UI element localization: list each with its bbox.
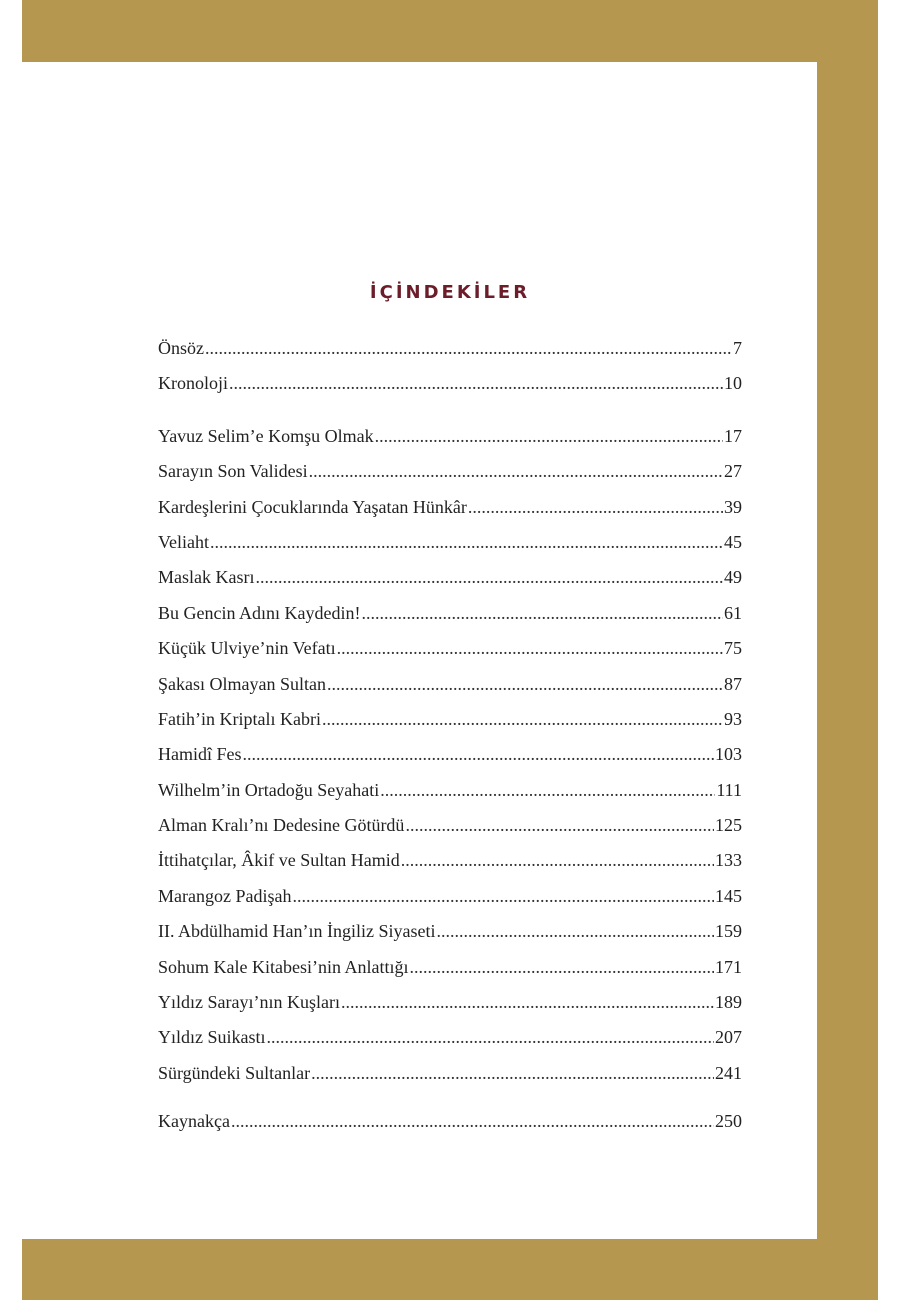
- top-border-band: [22, 0, 878, 62]
- toc-entry-page: 250: [715, 1111, 742, 1132]
- dot-leader: [361, 603, 723, 624]
- toc-entry-label: Kardeşlerini Çocuklarında Yaşatan Hünkâr: [158, 496, 467, 517]
- toc-entry[interactable]: [158, 638, 742, 673]
- toc-entry-label: İttihatçılar, Âkif ve Sultan Hamid: [158, 850, 400, 871]
- toc-entry[interactable]: [158, 744, 742, 779]
- toc-entry-page: 27: [724, 461, 742, 482]
- toc-entry[interactable]: [158, 957, 742, 992]
- dot-leader: [337, 638, 723, 659]
- dot-leader: [229, 373, 723, 394]
- dot-leader: [311, 1063, 714, 1084]
- table-of-contents: [158, 338, 742, 1147]
- toc-entry-label: Kaynakça: [158, 1111, 230, 1132]
- toc-entry-label: Bu Gencin Adını Kaydedin!: [158, 602, 361, 623]
- toc-entry-page: 111: [716, 779, 742, 800]
- bottom-border-band: [22, 1239, 878, 1300]
- dot-leader: [436, 921, 714, 942]
- toc-entry-label: Küçük Ulviye’nin Vefatı: [158, 638, 336, 659]
- toc-entry[interactable]: [158, 338, 742, 373]
- toc-entry-label: Sarayın Son Validesi: [158, 461, 308, 482]
- toc-entry[interactable]: [158, 1027, 742, 1062]
- toc-entry-page: 75: [724, 638, 742, 659]
- toc-entry-page: 145: [715, 885, 742, 906]
- dot-leader: [327, 674, 723, 695]
- toc-entry-page: 49: [724, 567, 742, 588]
- toc-entry[interactable]: [158, 921, 742, 956]
- dot-leader: [322, 709, 723, 730]
- toc-entry-label: Sürgündeki Sultanlar: [158, 1062, 311, 1083]
- toc-entry-page: 17: [724, 425, 742, 446]
- dot-leader: [267, 1027, 715, 1048]
- toc-entry-page: 10: [724, 373, 742, 394]
- toc-entry[interactable]: [158, 992, 742, 1027]
- toc-entry[interactable]: [158, 567, 742, 602]
- toc-entry[interactable]: [158, 815, 742, 850]
- toc-entry-label: Yıldız Suikastı: [158, 1027, 266, 1048]
- toc-entry-label: Alman Kralı’nı Dedesine Götürdü: [158, 815, 405, 836]
- toc-entry-page: 7: [733, 338, 742, 358]
- toc-entry[interactable]: [158, 497, 742, 532]
- toc-entry[interactable]: [158, 886, 742, 921]
- toc-entry[interactable]: [158, 780, 742, 815]
- toc-entry-page: 241: [715, 1062, 742, 1083]
- toc-entry-page: 133: [715, 850, 742, 871]
- toc-heading: İÇİNDEKİLER: [369, 282, 531, 303]
- toc-entry[interactable]: [158, 461, 742, 496]
- dot-leader: [292, 886, 714, 907]
- dot-leader: [243, 744, 715, 765]
- toc-entry-label: Sohum Kale Kitabesi’nin Anlattığı: [158, 956, 409, 977]
- toc-entry[interactable]: [158, 373, 742, 408]
- toc-entry[interactable]: [158, 603, 742, 638]
- dot-leader: [375, 426, 723, 447]
- toc-entry-page: 87: [724, 673, 742, 694]
- toc-entry[interactable]: [158, 1063, 742, 1098]
- toc-entry-page: 125: [715, 815, 742, 836]
- toc-entry-page: 207: [715, 1027, 742, 1048]
- toc-entry-page: 159: [715, 921, 742, 942]
- toc-entry-page: 171: [715, 956, 742, 977]
- toc-entry[interactable]: [158, 1111, 742, 1146]
- dot-leader: [405, 815, 714, 836]
- dot-leader: [341, 992, 714, 1013]
- toc-entry-page: 103: [715, 744, 742, 765]
- toc-entry[interactable]: [158, 709, 742, 744]
- toc-entry-label: Kronoloji: [158, 373, 228, 394]
- toc-entry-page: 189: [715, 992, 742, 1013]
- toc-entry-label: Şakası Olmayan Sultan: [158, 673, 326, 694]
- toc-entry-page: 39: [724, 496, 742, 517]
- dot-leader: [205, 338, 732, 359]
- toc-entry-label: Fatih’in Kriptalı Kabri: [158, 708, 321, 729]
- toc-entry-page: 61: [724, 602, 742, 623]
- toc-entry-label: Marangoz Padişah: [158, 885, 292, 906]
- dot-leader: [255, 567, 723, 588]
- toc-entry-label: Önsöz: [158, 338, 204, 358]
- dot-leader: [210, 532, 723, 553]
- toc-entry-label: Maslak Kasrı: [158, 567, 255, 588]
- dot-leader: [231, 1111, 714, 1132]
- dot-leader: [409, 957, 714, 978]
- toc-entry[interactable]: [158, 532, 742, 567]
- toc-entry[interactable]: [158, 426, 742, 461]
- toc-entry-label: Yavuz Selim’e Komşu Olmak: [158, 425, 374, 446]
- toc-entry-page: 93: [724, 708, 742, 729]
- toc-entry[interactable]: [158, 850, 742, 885]
- toc-entry-label: II. Abdülhamid Han’ın İngiliz Siyaseti: [158, 921, 436, 942]
- right-border-band: [817, 0, 878, 1300]
- toc-entry[interactable]: [158, 674, 742, 709]
- toc-entry-page: 45: [724, 531, 742, 552]
- toc-entry-label: Veliaht: [158, 531, 209, 552]
- toc-entry-label: Yıldız Sarayı’nın Kuşları: [158, 992, 340, 1013]
- dot-leader: [401, 850, 714, 871]
- dot-leader: [309, 461, 723, 482]
- toc-entry-label: Wilhelm’in Ortadoğu Seyahati: [158, 779, 380, 800]
- toc-entry-label: Hamidî Fes: [158, 744, 242, 765]
- dot-leader: [380, 780, 715, 801]
- dot-leader: [468, 497, 723, 518]
